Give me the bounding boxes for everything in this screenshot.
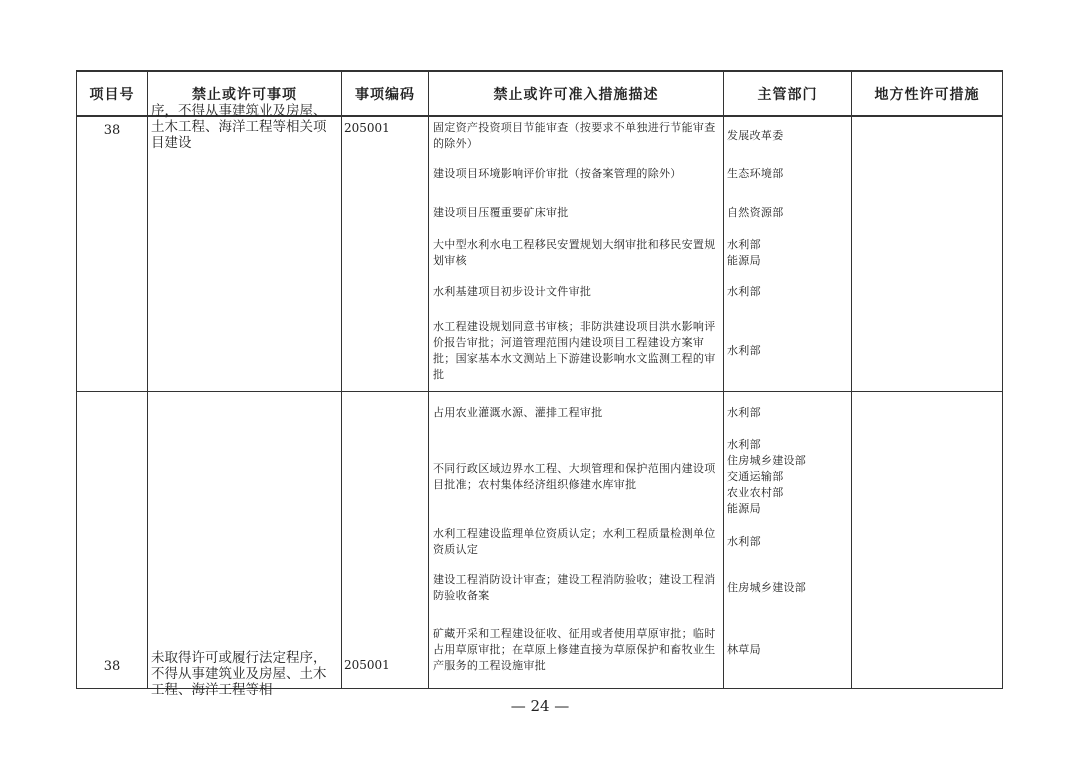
department-name: 交通运输部: [727, 470, 784, 483]
header-department: 主管部门: [724, 71, 852, 116]
department-name: 住房城乡建设部: [727, 454, 807, 467]
department-list-cell: [724, 116, 852, 392]
project-number-cell: [77, 116, 148, 392]
table-row-block-2: [77, 392, 1003, 689]
department-name: 能源局: [727, 254, 761, 267]
department-list-cell: [724, 392, 852, 689]
header-item-code: 事项编码: [342, 71, 429, 116]
department-name: 住房城乡建设部: [727, 581, 807, 594]
measure-description: 占用农业灌溉水源、灌排工程审批: [433, 406, 603, 419]
item-cell: [148, 392, 342, 698]
department-name: 能源局: [727, 502, 761, 515]
table-row-block-1: [77, 116, 1003, 392]
page-number: — 24 —: [510, 697, 570, 715]
department-name: 水利部: [727, 238, 761, 251]
header-item: 禁止或许可事项: [148, 71, 342, 116]
measure-description: 建设项目环境影响评价审批（按备案管理的除外）: [433, 167, 682, 180]
department-name: 水利部: [727, 406, 761, 419]
item-code: 205001: [344, 121, 390, 135]
measure-description: 建设项目压覆重要矿床审批: [433, 206, 569, 219]
department-name: 水利部: [727, 285, 761, 298]
item-text: 未取得许可或履行法定程序，不得从事建筑业及房屋、土木工程、海洋工程等相: [151, 650, 327, 698]
measure-description: 固定资产投资项目节能审查（按要求不单独进行节能审查的除外）: [433, 121, 716, 150]
department-group: [724, 434, 851, 520]
project-number: 38: [103, 659, 121, 674]
department-name: 农业农村部: [727, 486, 784, 499]
item-code-cell: [342, 116, 429, 392]
header-local-measures: 地方性许可措施: [852, 71, 1003, 116]
measure-description: 矿藏开采和工程建设征收、征用或者使用草原审批；临时占用草原审批；在草原上修建直接为草原保护和畜牧业生产服务的工程设施审批: [433, 627, 716, 672]
department-group: [724, 233, 851, 273]
project-number-cell: [77, 392, 148, 689]
measure-list-cell: [429, 116, 724, 392]
project-number: 38: [103, 123, 121, 138]
department-name: 水利部: [727, 535, 761, 548]
local-measures-cell: [852, 116, 1003, 392]
measure-description: 水工程建设规划同意书审核；非防洪建设项目洪水影响评价报告审批；河道管理范围内建设项目工程建设方案审批；国家基本水文测站上下游建设影响水文监测工程的审批: [433, 320, 716, 381]
department-name: 林草局: [727, 643, 761, 656]
department-name: 发展改革委: [727, 129, 784, 142]
measure-description: 建设工程消防设计审查；建设工程消防验收；建设工程消防验收备案: [433, 573, 716, 602]
local-measures-cell: [852, 392, 1003, 689]
item-code-cell: [342, 392, 429, 689]
item-text: 序，不得从事建筑业及房屋、土木工程、海洋工程等相关项目建设: [151, 103, 327, 151]
header-project-number: 项目号: [77, 71, 148, 116]
measure-description: 水利基建项目初步设计文件审批: [433, 285, 592, 298]
item-cell: [148, 103, 342, 392]
department-name: 自然资源部: [727, 206, 784, 219]
department-name: 水利部: [727, 344, 761, 357]
measure-description: 不同行政区域边界水工程、大坝管理和保护范围内建设项目批准；农村集体经济组织修建水库审批: [433, 462, 716, 491]
measure-description: 大中型水利水电工程移民安置规划大纲审批和移民安置规划审核: [433, 238, 716, 267]
department-name: 水利部: [727, 438, 761, 451]
department-name: 生态环境部: [727, 167, 784, 180]
permit-table: [76, 70, 1003, 698]
measure-list-cell: [429, 392, 724, 689]
header-measure-description: 禁止或许可准入措施描述: [429, 71, 724, 116]
item-code: 205001: [344, 658, 390, 672]
measure-description: 水利工程建设监理单位资质认定；水利工程质量检测单位资质认定: [433, 527, 716, 556]
